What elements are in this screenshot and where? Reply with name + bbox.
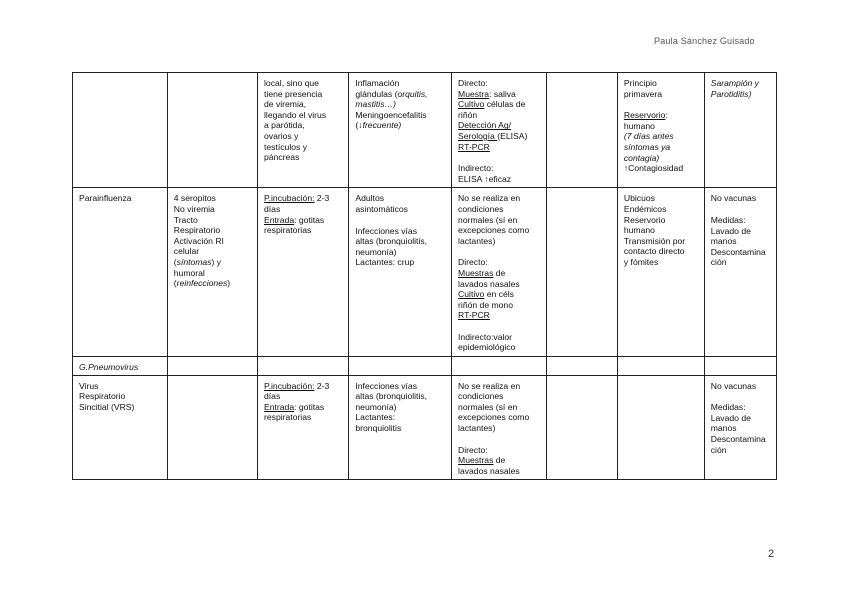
cell-text: Entrada [264, 214, 295, 225]
cell-line [624, 78, 699, 89]
cell-reservorio [617, 188, 704, 357]
cell-patogenia [167, 375, 257, 480]
cell-text: Descontamina [710, 246, 766, 257]
cell-text: No se realiza en [458, 380, 521, 391]
cell-text: en céls [484, 289, 514, 300]
cell-line [458, 174, 541, 185]
cell-epidemiologia [258, 375, 349, 480]
cell-line [174, 225, 252, 236]
cell-line [711, 413, 771, 424]
cell-tratamiento [546, 73, 617, 188]
cell-line [711, 402, 771, 413]
cell-text: 2-3 [314, 193, 330, 204]
cell-line [264, 225, 343, 236]
cell-text: Directo: [458, 444, 488, 455]
cell-clinica [349, 73, 452, 188]
cell-line [174, 246, 252, 257]
cell-clinica [349, 188, 452, 357]
cell-line [458, 455, 541, 466]
cell-line [458, 225, 541, 236]
cell-line [458, 204, 541, 215]
cell-text: ovarios y [264, 130, 299, 141]
cell-name [73, 375, 168, 480]
cell-diagnostico [452, 188, 547, 357]
cell-line [624, 110, 699, 121]
cell-line [711, 78, 771, 89]
cell-line [264, 78, 343, 89]
cell-text: Cultivo [458, 289, 485, 300]
cell-diagnostico [452, 375, 547, 480]
cell-line [458, 300, 541, 311]
cell-text: condiciones [458, 391, 504, 402]
cell-text: de [493, 455, 506, 466]
cell-line [624, 163, 699, 174]
cell-text: y fómites [623, 256, 659, 267]
cell-text: : gotitas [294, 401, 325, 412]
cell-line [624, 121, 699, 132]
cell-line [174, 193, 252, 204]
cell-line [264, 193, 343, 204]
cell-text: Sarampión y [710, 78, 759, 88]
cell-line [174, 215, 252, 226]
cell-text: días [264, 203, 281, 214]
cell-clinica [349, 375, 452, 480]
cell-prevencion [704, 188, 776, 357]
cell-text: Activación RI [173, 235, 224, 246]
cell-line [355, 391, 446, 402]
cell-text: No vacunas [710, 380, 757, 391]
cell-line [458, 78, 541, 89]
cell-text: Muestras [458, 455, 494, 466]
cell-text: altas (bronquiolitis, [355, 236, 428, 247]
cell-line [458, 412, 541, 423]
cell-reservorio [617, 73, 704, 188]
cell-text: síntomas [176, 256, 212, 267]
cell-line [624, 99, 699, 110]
cell-line [355, 226, 446, 237]
cell-name [73, 188, 168, 357]
cell-text: Respiratorio [173, 225, 221, 236]
table-body [73, 73, 777, 480]
cell-line [355, 236, 446, 247]
cell-text: reinfecciones [176, 278, 228, 289]
cell-line [264, 412, 343, 423]
cell-text: celular [173, 246, 200, 257]
cell-line [355, 193, 446, 204]
cell-line [355, 215, 446, 226]
cell-line [174, 268, 252, 279]
cell-line [264, 391, 343, 402]
cell-text: 2-3 [314, 380, 330, 391]
cell-text: Transmisión por [623, 235, 686, 246]
cell-line [355, 402, 446, 413]
cell-line [458, 215, 541, 226]
cell-line [458, 342, 541, 353]
cell-text: Cultivo [458, 99, 485, 110]
cell-text: ELISA ↑eficaz [458, 173, 512, 184]
cell-line [458, 279, 541, 290]
cell-text: Lactantes: [355, 412, 396, 423]
cell-text: RT-PCR [458, 141, 490, 152]
cell-clinica [349, 357, 452, 376]
cell-text: lactantes) [458, 423, 496, 434]
cell-line [355, 89, 446, 100]
cell-line [458, 163, 541, 174]
cell-text: Parotiditis) [710, 88, 752, 99]
cell-text: riñón [458, 109, 478, 120]
cell-text: Directo: [458, 78, 488, 88]
cell-text: Infecciones vías [355, 380, 418, 391]
cell-text: 4 seropitos [173, 193, 216, 204]
cell-line [355, 110, 446, 121]
cell-text: local, sino que [264, 78, 319, 88]
cell-line [264, 204, 343, 215]
cell-line [458, 152, 541, 163]
cell-line [711, 434, 771, 445]
cell-line [355, 204, 446, 215]
cell-text: Directo: [458, 257, 488, 268]
cell-text: ↑Contagiosidad [623, 163, 684, 174]
cell-line [458, 332, 541, 343]
cell-patogenia [167, 73, 257, 188]
cell-line [711, 381, 771, 392]
cell-line [355, 381, 446, 392]
cell-line [458, 257, 541, 268]
cell-text: Serología [458, 130, 498, 141]
cell-patogenia [167, 357, 257, 376]
cell-line [458, 423, 541, 434]
cell-line [711, 257, 771, 268]
cell-text: humano [623, 120, 655, 131]
cell-line [264, 402, 343, 413]
cell-line [174, 257, 252, 268]
virus-table [72, 72, 777, 480]
cell-line [174, 236, 252, 247]
cell-text: primavera [623, 88, 663, 99]
cell-epidemiologia [258, 357, 349, 376]
cell-line [711, 204, 771, 215]
cell-text: Tracto [173, 214, 198, 225]
cell-prevencion [704, 357, 776, 376]
cell-text: Respiratorio [79, 391, 126, 402]
cell-text: lavados nasales [458, 465, 520, 476]
cell-line [458, 246, 541, 257]
cell-text: manos [710, 236, 737, 247]
cell-diagnostico [452, 73, 547, 188]
cell-reservorio [617, 375, 704, 480]
cell-line [264, 215, 343, 226]
cell-line [264, 110, 343, 121]
cell-line [458, 434, 541, 445]
cell-text: Lactantes: crup [355, 257, 415, 268]
cell-text: Inflamación [355, 78, 400, 88]
cell-text: glándulas ( [355, 88, 398, 99]
cell-epidemiologia [258, 73, 349, 188]
cell-text: Ubicuos [623, 193, 655, 204]
cell-text: (7 días antes [623, 131, 674, 142]
cell-line [711, 193, 771, 204]
cell-text: contagia) [623, 152, 660, 163]
cell-text: llegando el virus [264, 109, 327, 120]
cell-text: G.Pneumovirus [79, 362, 139, 373]
cell-line [458, 99, 541, 110]
cell-text: Indirecto: [458, 163, 494, 174]
cell-text: Parainfluenza [79, 193, 132, 204]
cell-line [355, 257, 446, 268]
table-row [73, 188, 777, 357]
cell-line [458, 142, 541, 153]
cell-line [624, 142, 699, 153]
cell-tratamiento [546, 375, 617, 480]
cell-text: condiciones [458, 203, 504, 214]
cell-line [458, 120, 541, 131]
cell-line [458, 402, 541, 413]
cell-text: testículos y [264, 141, 308, 152]
cell-line [458, 310, 541, 321]
cell-line [264, 120, 343, 131]
cell-text: ) y [211, 256, 222, 267]
cell-diagnostico [452, 357, 547, 376]
cell-text: RT-PCR [458, 310, 490, 321]
cell-text: Adultos [355, 193, 385, 204]
cell-line [458, 110, 541, 121]
cell-text: No vacunas [710, 193, 757, 204]
cell-text: Medidas: [710, 214, 746, 225]
cell-text: normales (sí en [458, 401, 518, 412]
cell-text: : saliva [489, 88, 516, 99]
cell-text: Infecciones vías [355, 225, 418, 236]
cell-text: ( [173, 278, 177, 289]
cell-text: Lavado de [710, 412, 751, 423]
cell-line [79, 193, 162, 204]
cell-line [264, 381, 343, 392]
cell-text: (ELISA) [497, 130, 528, 141]
cell-line [355, 120, 446, 131]
cell-text: : [665, 110, 668, 121]
cell-text: bronquiolitis [355, 423, 402, 434]
cell-line [458, 321, 541, 332]
table-row [73, 73, 777, 188]
cell-tratamiento [546, 357, 617, 376]
cell-line [79, 381, 162, 392]
cell-text: epidemiológico [458, 342, 516, 353]
cell-line [624, 257, 699, 268]
cell-line [174, 204, 252, 215]
cell-patogenia [167, 188, 257, 357]
cell-text: Meningoencefalitis [355, 109, 427, 120]
cell-line [711, 247, 771, 258]
cell-text: respiratorias [264, 412, 312, 423]
cell-text: ción [710, 257, 727, 268]
cell-text: normales (sí en [458, 214, 518, 225]
cell-line [624, 246, 699, 257]
cell-text: neumonía) [355, 246, 397, 257]
cell-line [458, 268, 541, 279]
cell-text: humoral [173, 267, 205, 278]
cell-text: (↓ [355, 120, 363, 131]
cell-text: altas (bronquiolitis, [355, 391, 428, 402]
cell-text: páncreas [264, 152, 300, 163]
cell-text: Virus [79, 380, 99, 391]
cell-line [264, 142, 343, 153]
cell-text: : gotitas [294, 214, 325, 225]
cell-line [624, 193, 699, 204]
cell-text: Endémicos [623, 203, 667, 214]
cell-text: frecuente) [362, 120, 402, 131]
table-row [73, 375, 777, 480]
cell-name [73, 73, 168, 188]
cell-text: Lavado de [710, 225, 751, 236]
cell-text: respiratorias [264, 225, 312, 236]
cell-text: excepciones como [458, 412, 530, 423]
cell-reservorio [617, 357, 704, 376]
cell-text: manos [710, 423, 737, 434]
cell-line [624, 215, 699, 226]
cell-text: Indirecto:valor [458, 331, 513, 342]
cell-text: mastitis…) [355, 99, 396, 110]
cell-text: de [493, 267, 506, 278]
cell-text: lavados nasales [458, 278, 520, 289]
cell-line [624, 89, 699, 100]
cell-line [711, 391, 771, 402]
cell-line [355, 99, 446, 110]
cell-line [458, 193, 541, 204]
cell-line [264, 89, 343, 100]
cell-line [458, 381, 541, 392]
cell-line [264, 131, 343, 142]
cell-line [711, 226, 771, 237]
cell-line [458, 89, 541, 100]
cell-line [458, 445, 541, 456]
cell-line [264, 99, 343, 110]
cell-line [624, 131, 699, 142]
cell-text: Muestras [458, 267, 494, 278]
cell-line [79, 402, 162, 413]
cell-line [458, 466, 541, 477]
cell-text: riñón de mono [458, 299, 513, 310]
cell-line [458, 236, 541, 247]
cell-tratamiento [546, 188, 617, 357]
cell-line [458, 131, 541, 142]
cell-prevencion [704, 375, 776, 480]
cell-text: Reservorio [623, 110, 666, 121]
cell-line [174, 278, 252, 289]
cell-text: ) [227, 278, 231, 289]
cell-text: Descontamina [710, 434, 766, 445]
cell-text: Sincitial (VRS) [79, 401, 135, 412]
cell-line [458, 289, 541, 300]
cell-text: tiene presencia [264, 88, 323, 99]
cell-text: P.incubación: [264, 380, 315, 391]
cell-text: Detección Ag/ [458, 120, 512, 131]
cell-text: lactantes) [458, 235, 496, 246]
cell-line [711, 423, 771, 434]
cell-text: Muestra [458, 88, 490, 99]
cell-line [624, 236, 699, 247]
table-row [73, 357, 777, 376]
cell-text: Medidas: [710, 402, 746, 413]
cell-line [355, 78, 446, 89]
cell-text: días [264, 391, 281, 402]
document-author-header: Paula Sánchez Guisado [654, 36, 755, 46]
cell-line [711, 89, 771, 100]
cell-prevencion [704, 73, 776, 188]
cell-text: asintomáticos [355, 203, 408, 214]
cell-text: No se realiza en [458, 193, 521, 204]
cell-text: Reservorio [623, 214, 666, 225]
cell-line [355, 423, 446, 434]
cell-line [624, 204, 699, 215]
cell-epidemiologia [258, 188, 349, 357]
cell-line [711, 445, 771, 456]
cell-line [711, 215, 771, 226]
cell-text: ción [710, 444, 727, 455]
cell-line [458, 391, 541, 402]
cell-text: No viremia [173, 203, 215, 214]
page-number: 2 [768, 548, 775, 560]
cell-text: neumonía) [355, 401, 397, 412]
cell-text: ( [173, 256, 177, 267]
cell-text: células de [484, 99, 526, 110]
cell-text: Entrada [264, 401, 295, 412]
cell-text: Principio [623, 78, 657, 88]
cell-line [711, 236, 771, 247]
cell-text: de viremia, [264, 99, 307, 110]
cell-line [264, 152, 343, 163]
cell-text: excepciones como [458, 225, 530, 236]
cell-line [79, 391, 162, 402]
cell-text: P.incubación: [264, 193, 315, 204]
cell-line [355, 247, 446, 258]
cell-name [73, 357, 168, 376]
cell-line [624, 153, 699, 164]
cell-text: humano [623, 225, 655, 236]
cell-line [624, 225, 699, 236]
cell-text: a parótida, [264, 120, 305, 131]
cell-text: orquitis, [397, 88, 428, 99]
cell-line [79, 362, 162, 373]
cell-text: síntomas ya [623, 141, 671, 152]
cell-line [355, 412, 446, 423]
cell-text: contacto directo [623, 246, 685, 257]
